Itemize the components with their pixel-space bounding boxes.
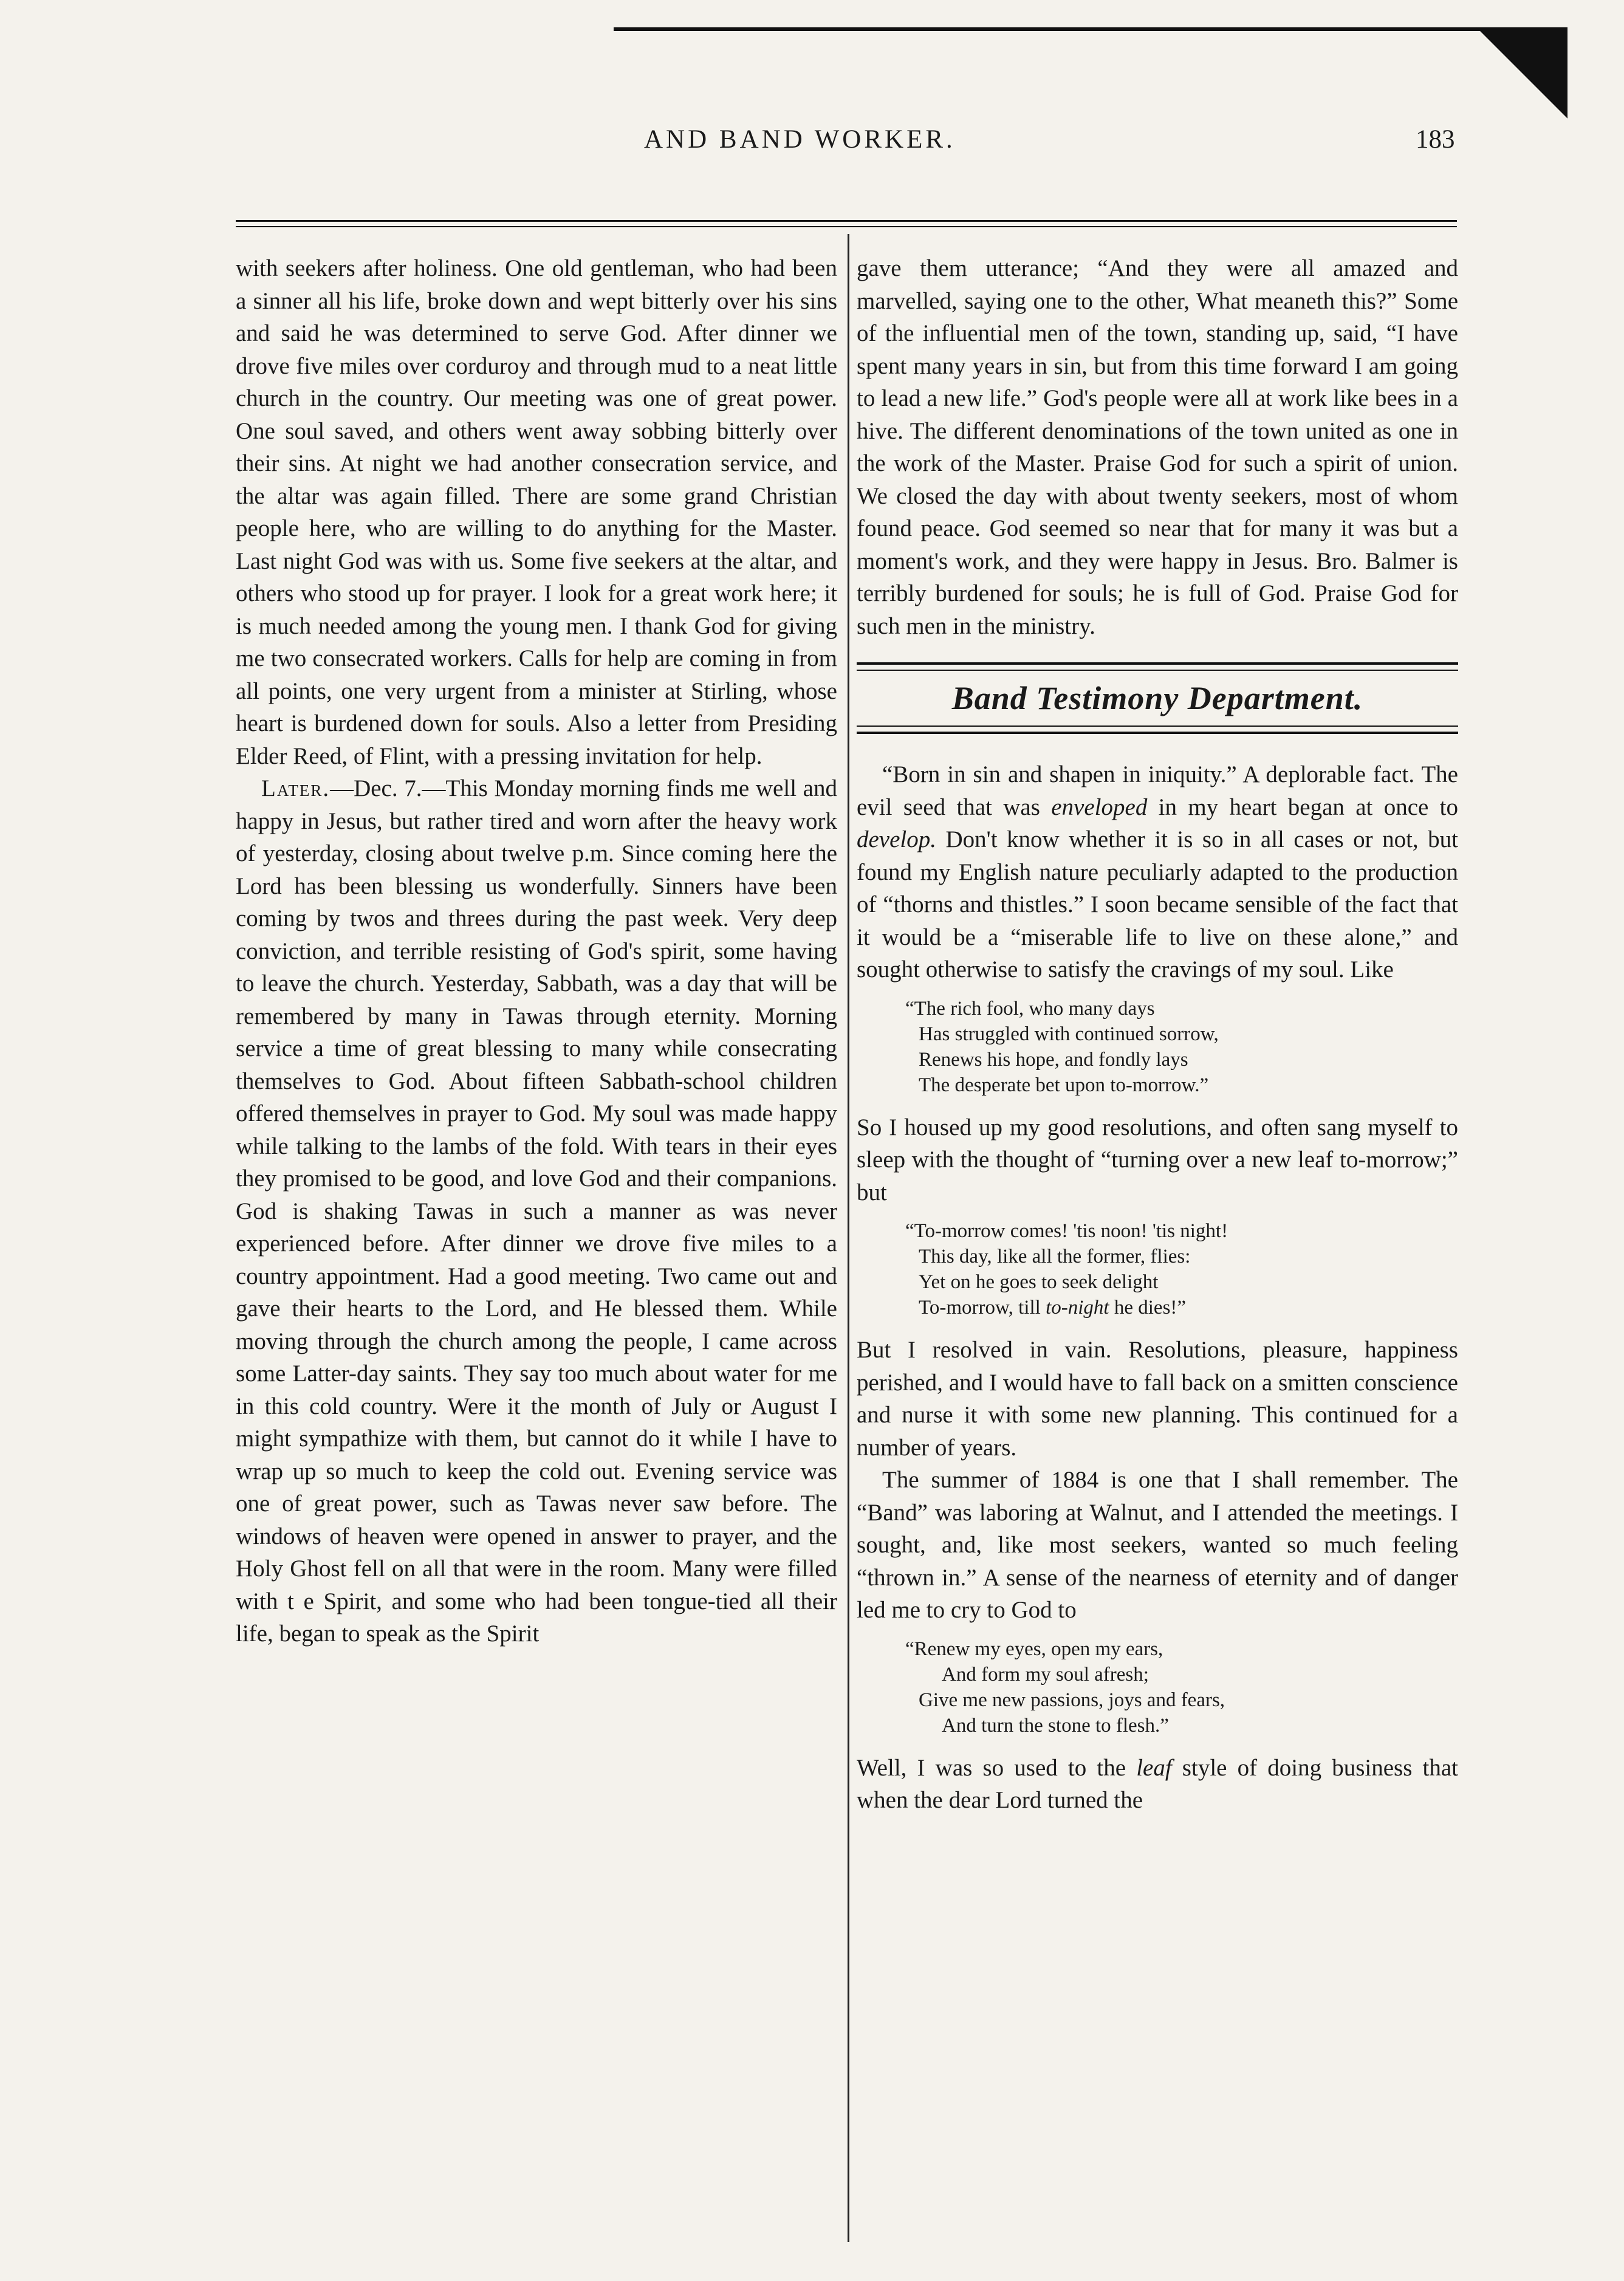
poem-rich-fool	[905, 996, 1458, 1098]
top-edge-rule	[614, 27, 1561, 31]
column-divider	[848, 234, 849, 2242]
header-rule	[236, 220, 1457, 222]
department-heading-box	[857, 662, 1458, 734]
poem-line: And form my soul afresh;	[942, 1663, 1149, 1686]
department-title: Band Testimony Department.	[857, 670, 1458, 727]
poem-line: This day, like all the former, flies:	[919, 1246, 1191, 1267]
right-paragraph-5: The summer of 1884 is one that I shall remember. The “Band” was laboring at Walnut, and I attended the meetings. I sought, and, like most seekers, wanted so much feeling “thrown in.” A sense of the nearness of eternity and of danger led me to cry to God to	[857, 1467, 1458, 1623]
poem-line: Give me new passions, joys and fears,	[919, 1689, 1225, 1711]
poem-line: The desperate bet upon to-morrow.”	[919, 1074, 1209, 1096]
left-paragraph-1: with seekers after holiness. One old gentleman, who had been a sinner all his life, broke down and wept bitterly over his sins and said he was determined to serve God. After dinner we drove five miles over corduroy and through mud to a neat little church in the country. Our meeting was one of great power. One soul saved, and others went away sobbing bitterly over their sins. At night we had another consecration service, and the altar was again filled. There are some grand Christian people here, who are willing to do anything for the Master. Last night God was with us. Some five seekers at the altar, and others who stood up for prayer. I look for a great work here; it is much needed among the young men. I thank God for giving me two consecrated workers. Calls for help are coming in from all points, one very urgent from a minister at Stirling, whose heart is burdened down for souls. Also a letter from Presiding Elder Reed, of Flint, with a pressing invitation for help.	[236, 255, 837, 769]
left-paragraph-2-body: —Dec. 7.—This Monday morning finds me well and happy in Jesus, but rather tired and worn after the heavy work of yesterday, closing about twelve p.m. Since coming here the Lord has been blessing us wonderfully. Sinners have been coming by twos and threes during the past week. Very deep conviction, and terrible resisting of God's spirit, some having to leave the church. Yesterday, Sabbath, was a day that will be remembered by many in Tawas through eternity. Morning service a time of great blessing to many while consecrating themselves to God. About fifteen Sabbath-school children offered themselves in prayer to God. My soul was made happy while talking to the lambs of the fold. With tears in their eyes they promised to be good, and love God and their companions. God is shaking Tawas in such a manner as was never experienced before. After dinner we drove five miles to a country appointment. Had a good meeting. Two came out and gave their hearts to the Lord, and He blessed them. While moving through the church among the people, I came across some Latter-day saints. They say too much about water for me in this cold country. Were it the month of July or August I might sympathize with them, but cannot do it while I have to wrap up so much to keep the cold out. Evening service was one of great power, such as Tawas never saw before. The windows of heaven were opened in answer to prayer, and the Holy Ghost fell on all that were in the room. Many were filled with t e Spirit, and some who had been tongue-tied all their life, began to speak as the Spirit	[236, 775, 837, 1647]
poem-line: “The rich fool, who many days	[905, 997, 1155, 1020]
right-paragraph-6: Well, I was so used to the leaf style of doing business that when the dear Lord turned the	[857, 1754, 1459, 1813]
poem-renew	[905, 1636, 1458, 1738]
left-paragraph-2	[236, 772, 837, 1650]
poem-to-morrow	[905, 1218, 1458, 1320]
poem-line: Yet on he goes to seek delight	[919, 1271, 1159, 1293]
right-column	[857, 252, 1458, 1817]
later-label: Later.	[261, 775, 331, 801]
right-paragraph-4: But I resolved in vain. Resolutions, pleasure, happiness perished, and I would have to fall back on a smitten conscience and nurse it with some new planning. This continued for a number of years.	[857, 1337, 1458, 1461]
page-number: 183	[1416, 125, 1455, 154]
right-paragraph-2: “Born in sin and shapen in iniquity.” A deplorable fact. The evil seed that was enveloped in my heart began at once to develop. Don't know whether it is so in all cases or not, but found my English nature peculiarly adapted to the production of “thorns and thistles.” I soon became sensible of the fact that it would be a “miserable life to live on these alone,” and sought otherwise to satisfy the cravings of my soul. Like	[857, 761, 1458, 983]
poem-line: “To-morrow comes! 'tis noon! 'tis night!	[905, 1220, 1228, 1242]
left-column	[236, 252, 837, 1650]
poem-line: “Renew my eyes, open my ears,	[905, 1638, 1163, 1660]
running-head: AND BAND WORKER.	[644, 125, 956, 154]
header-rule-thin	[236, 226, 1457, 227]
poem-line: Has struggled with continued sorrow,	[919, 1023, 1219, 1045]
poem-line: To-morrow, till to-night he dies!”	[919, 1297, 1187, 1319]
poem-line: Renews his hope, and fondly lays	[919, 1048, 1188, 1071]
right-paragraph-1: gave them utterance; “And they were all amazed and marvelled, saying one to the other, What meaneth this?” Some of the influential men of the town, standing up, said, “I have spent many years in sin, but from this time forward I am going to lead a new life.” God's people were all at work like bees in a hive. The different denominations of the town united as one in the work of the Master. Praise God for such a spirit of union. We closed the day with about twenty seekers, most of whom found peace. God seemed so near that for many it was but a moment's work, and they were happy in Jesus. Bro. Balmer is terribly burdened for souls; he is full of God. Praise God for such men in the ministry.	[857, 255, 1458, 639]
page-corner-mark	[1476, 27, 1567, 118]
right-paragraph-3: So I housed up my good resolutions, and often sang myself to sleep with the thought of “turning over a new leaf to-morrow;” but	[857, 1114, 1458, 1206]
poem-line: And turn the stone to flesh.”	[942, 1714, 1169, 1737]
